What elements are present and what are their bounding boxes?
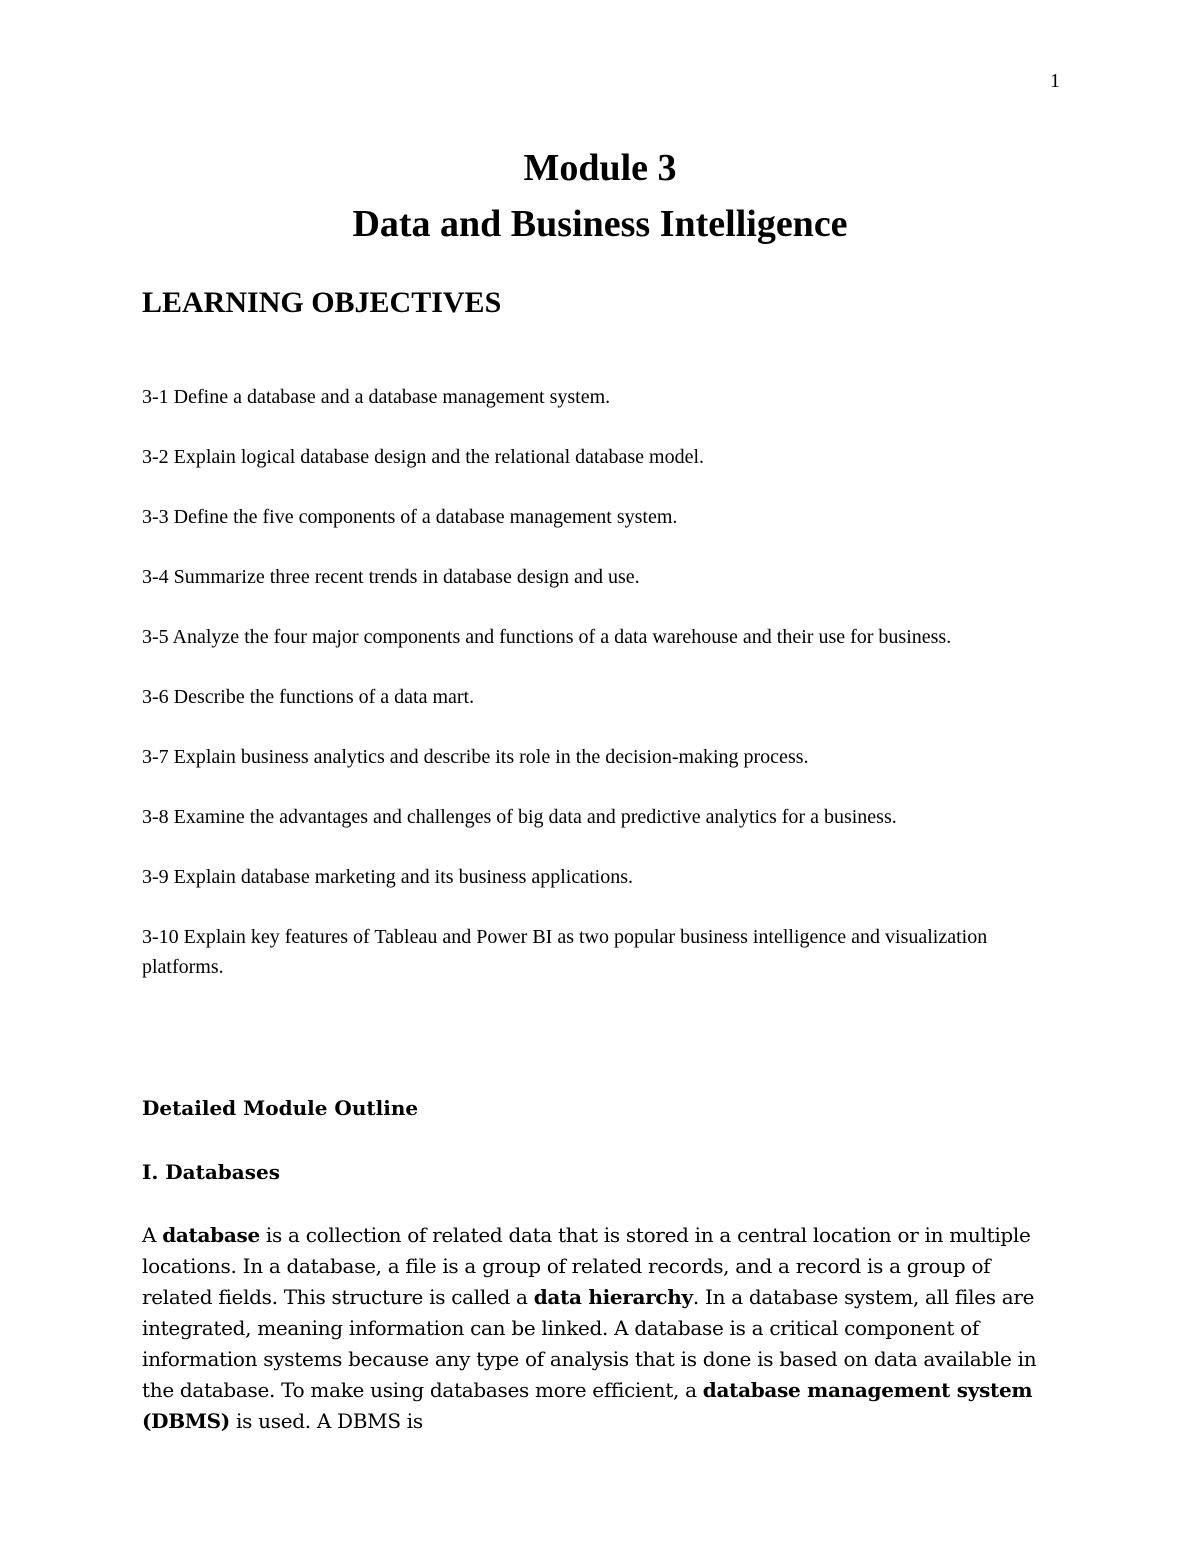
outline-heading: Detailed Module Outline <box>142 1096 419 1120</box>
databases-paragraph <box>142 1220 1042 1437</box>
paragraph-text: A <box>142 1223 163 1247</box>
objective-item: 3-7 Explain business analytics and describe its role in the decision-making process. <box>142 746 809 768</box>
objective-item: 3-10 Explain key features of Tableau and Power BI as two popular business intelligence and visualization platforms. <box>142 926 988 978</box>
paragraph-text: is a collection of related data that is stored in a central location or in multiple locations. In a database, a file is a group of related records, and a record is a group of related fields. This structure is called a <box>142 1223 1031 1309</box>
term-data-hierarchy: data hierarchy <box>533 1285 693 1309</box>
objective-item: 3-5 Analyze the four major components and functions of a data warehouse and their use for business. <box>142 626 952 648</box>
objective-item: 3-4 Summarize three recent trends in database design and use. <box>142 566 640 588</box>
title-subject: Data and Business Intelligence <box>352 203 848 245</box>
term-dbms: database management system (DBMS) <box>142 1378 1033 1433</box>
learning-objectives-heading: LEARNING OBJECTIVES <box>142 286 502 319</box>
objective-item: 3-1 Define a database and a database management system. <box>142 386 611 408</box>
objective-item: 3-8 Examine the advantages and challenges of big data and predictive analytics for a business. <box>142 806 897 828</box>
term-database: database <box>162 1223 260 1247</box>
page-number: 1 <box>1050 70 1060 92</box>
paragraph-text: is used. A DBMS is <box>229 1409 423 1433</box>
paragraph-text: . In a database system, all files are integrated, meaning information can be linked. A database is a critical component of information systems because any type of analysis that is done is based on data available in the database. To make using databases more efficient, a <box>142 1285 1037 1402</box>
title-module: Module 3 <box>523 147 677 189</box>
learning-objectives-list <box>142 382 1042 1012</box>
objective-item: 3-6 Describe the functions of a data mart. <box>142 686 475 708</box>
objective-item: 3-3 Define the five components of a database management system. <box>142 506 678 528</box>
section-heading-databases: I. Databases <box>142 1160 280 1184</box>
objective-item: 3-2 Explain logical database design and the relational database model. <box>142 446 705 468</box>
document-title <box>0 140 1200 252</box>
objective-item: 3-9 Explain database marketing and its business applications. <box>142 866 633 888</box>
